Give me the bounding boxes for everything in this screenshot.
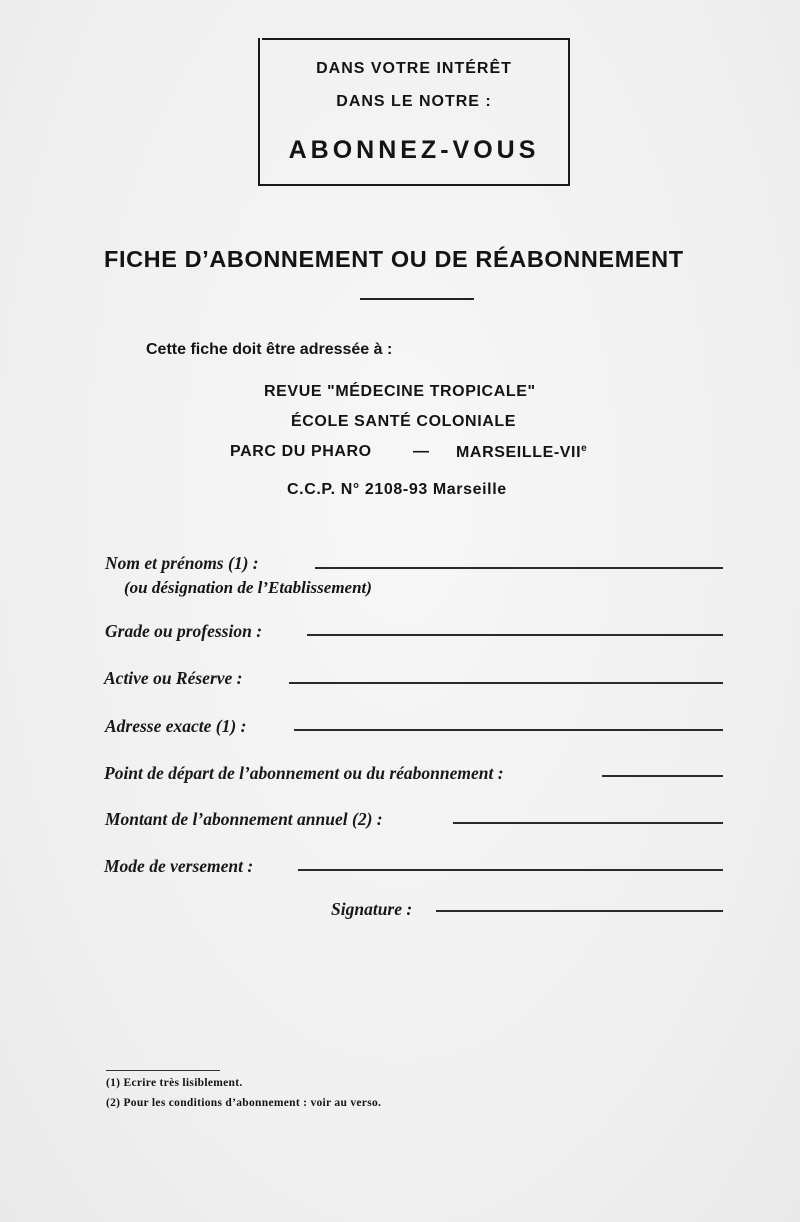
address-dash: — [413, 443, 430, 460]
box-border-bottom [258, 184, 570, 186]
field-signature-label: Signature : [331, 899, 413, 919]
address-journal: REVUE "MÉDECINE TROPICALE" [264, 383, 536, 400]
field-grade-label: Grade ou profession : [105, 621, 263, 641]
footnote-1: (1) Ecrire très lisiblement. [106, 1077, 243, 1089]
title-underline [360, 298, 474, 300]
form-title: FICHE D’ABONNEMENT OU DE RÉABONNEMENT [104, 246, 684, 272]
footnote-rule [106, 1070, 220, 1071]
appeal-headline: ABONNEZ-VOUS [288, 136, 540, 164]
field-address-line[interactable] [294, 729, 723, 731]
address-intro: Cette fiche doit être adressée à : [146, 341, 393, 358]
address-city [456, 443, 587, 462]
field-name-sublabel: (ou désignation de l’Etablissement) [124, 578, 372, 597]
address-postal-account: C.C.P. N° 2108-93 Marseille [287, 481, 507, 498]
field-signature-line[interactable] [436, 910, 723, 912]
footnote-2: (2) Pour les conditions d’abonnement : voir au verso. [106, 1097, 382, 1109]
box-border-top [262, 38, 570, 40]
field-start-label: Point de départ de l’abonnement ou du réabonnement : [104, 763, 504, 783]
field-name-label: Nom et prénoms (1) : [105, 553, 259, 573]
address-school: ÉCOLE SANTÉ COLONIALE [291, 413, 517, 430]
field-payment-line[interactable] [298, 869, 723, 871]
field-name-line[interactable] [315, 567, 723, 569]
field-grade-line[interactable] [307, 634, 723, 636]
field-payment-label: Mode de versement : [104, 856, 254, 876]
field-amount-label: Montant de l’abonnement annuel (2) : [105, 809, 383, 829]
field-start-line[interactable] [602, 775, 723, 777]
appeal-line-2: DANS LE NOTRE : [336, 93, 492, 110]
address-city-text: MARSEILLE-VII [456, 444, 582, 461]
subscription-appeal-box [258, 38, 570, 186]
field-amount-line[interactable] [453, 822, 723, 824]
field-active-label: Active ou Réserve : [104, 668, 243, 688]
field-active-line[interactable] [289, 682, 723, 684]
address-park: PARC DU PHARO [230, 443, 372, 460]
appeal-line-1: DANS VOTRE INTÉRÊT [316, 60, 512, 77]
address-city-superscript: e [581, 443, 588, 454]
field-address-label: Adresse exacte (1) : [105, 716, 247, 736]
